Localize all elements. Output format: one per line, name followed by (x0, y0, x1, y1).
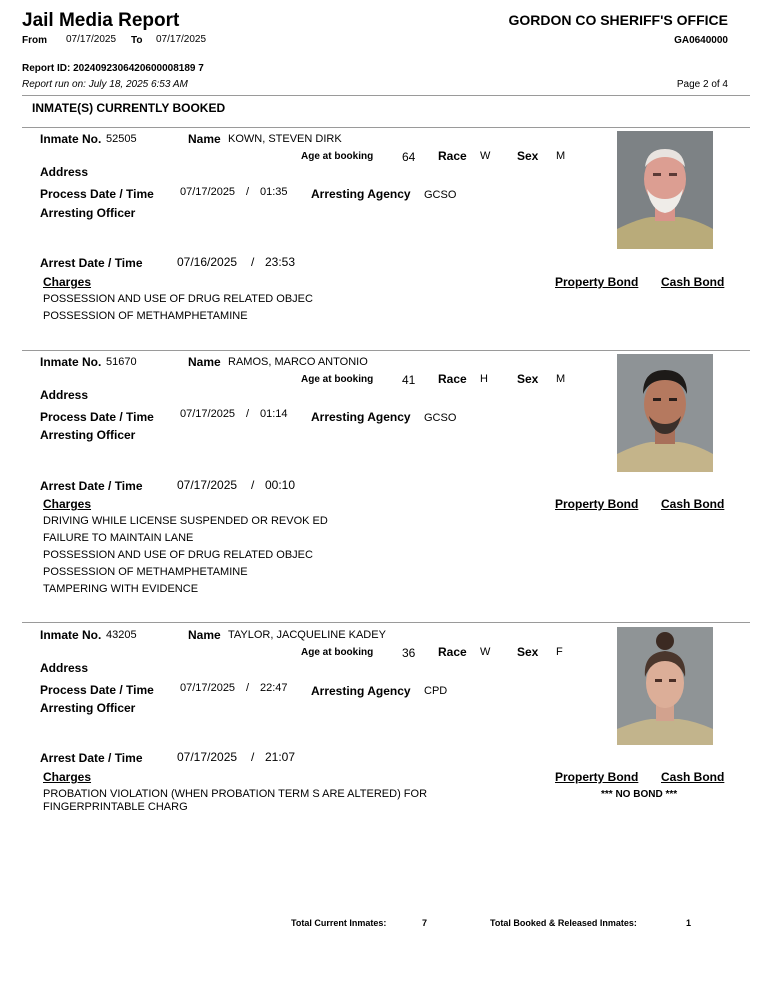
charge-item: POSSESSION OF METHAMPHETAMINE (43, 310, 248, 322)
age-label: Age at booking (301, 374, 374, 385)
section-title: INMATE(S) CURRENTLY BOOKED (32, 101, 226, 115)
sex-value: M (556, 373, 566, 385)
property-bond-label: Property Bond (555, 275, 639, 289)
record-divider (22, 350, 750, 351)
address-label: Address (40, 165, 89, 179)
process-time: 01:14 (260, 408, 288, 420)
age-value: 36 (402, 646, 416, 660)
inmate-name: TAYLOR, JACQUELINE KADEY (228, 629, 386, 641)
header-divider (22, 95, 750, 96)
arrest-date: 07/17/2025 (177, 478, 238, 492)
inmate-name: RAMOS, MARCO ANTONIO (228, 356, 368, 368)
process-date: 07/17/2025 (180, 408, 236, 420)
from-label: From (22, 35, 47, 46)
process-label: Process Date / Time (40, 187, 154, 201)
total-booked-label: Total Booked & Released Inmates: (490, 918, 637, 928)
charge-item: POSSESSION AND USE OF DRUG RELATED OBJEC (43, 293, 313, 305)
slash: / (246, 408, 250, 420)
name-label: Name (188, 628, 221, 642)
slash: / (251, 478, 255, 492)
sex-label: Sex (517, 149, 539, 163)
report-id: Report ID: 2024092306420600008189 7 (22, 63, 204, 74)
no-bond-note: *** NO BOND *** (601, 789, 678, 800)
arresting-agency-label: Arresting Agency (311, 187, 411, 201)
arrest-date: 07/16/2025 (177, 255, 238, 269)
race-value: W (480, 646, 491, 658)
report-title: Jail Media Report (22, 10, 180, 31)
slash: / (251, 255, 255, 269)
process-date: 07/17/2025 (180, 682, 236, 694)
inmate-name: KOWN, STEVEN DIRK (228, 133, 342, 145)
to-label: To (131, 35, 143, 46)
arresting-agency-value: CPD (424, 685, 448, 697)
race-label: Race (438, 372, 467, 386)
sex-value: M (556, 150, 566, 162)
section-divider (22, 127, 750, 128)
charge-item: POSSESSION AND USE OF DRUG RELATED OBJEC (43, 549, 313, 561)
inmate-number: 51670 (106, 356, 137, 368)
total-booked-value: 1 (686, 918, 692, 928)
arrest-time: 21:07 (265, 750, 296, 764)
arrest-label: Arrest Date / Time (40, 256, 143, 270)
process-label: Process Date / Time (40, 410, 154, 424)
to-date: 07/17/2025 (156, 34, 207, 45)
race-value: H (480, 373, 488, 385)
arresting-agency-label: Arresting Agency (311, 684, 411, 698)
inmate-no-label: Inmate No. (40, 132, 102, 146)
address-label: Address (40, 388, 89, 402)
race-label: Race (438, 149, 467, 163)
race-label: Race (438, 645, 467, 659)
age-value: 41 (402, 373, 416, 387)
race-value: W (480, 150, 491, 162)
cash-bond-label: Cash Bond (661, 275, 725, 289)
charges-label: Charges (43, 275, 92, 289)
sex-label: Sex (517, 372, 539, 386)
agency-code: GA0640000 (674, 35, 728, 46)
slash: / (246, 682, 250, 694)
process-time: 22:47 (260, 682, 288, 694)
arrest-time: 00:10 (265, 478, 296, 492)
agency-name: GORDON CO SHERIFF'S OFFICE (508, 12, 728, 28)
age-label: Age at booking (301, 151, 374, 162)
charge-item: TAMPERING WITH EVIDENCE (43, 583, 199, 595)
arresting-agency-value: GCSO (424, 189, 457, 201)
charge-item: POSSESSION OF METHAMPHETAMINE (43, 566, 248, 578)
inmate-no-label: Inmate No. (40, 628, 102, 642)
arrest-label: Arrest Date / Time (40, 751, 143, 765)
arrest-label: Arrest Date / Time (40, 479, 143, 493)
slash: / (246, 186, 250, 198)
property-bond-label: Property Bond (555, 497, 639, 511)
arrest-time: 23:53 (265, 255, 296, 269)
arresting-agency-value: GCSO (424, 412, 457, 424)
charge-item: PROBATION VIOLATION (WHEN PROBATION TERM S ARE ALTERED) FOR (43, 788, 428, 800)
process-time: 01:35 (260, 186, 288, 198)
cash-bond-label: Cash Bond (661, 497, 725, 511)
total-current-label: Total Current Inmates: (291, 918, 387, 928)
property-bond-label: Property Bond (555, 770, 639, 784)
age-label: Age at booking (301, 647, 374, 658)
inmate-number: 52505 (106, 133, 137, 145)
charges-label: Charges (43, 770, 92, 784)
age-value: 64 (402, 150, 416, 164)
name-label: Name (188, 132, 221, 146)
arresting-officer-label: Arresting Officer (40, 701, 136, 715)
slash: / (251, 750, 255, 764)
name-label: Name (188, 355, 221, 369)
arrest-date: 07/17/2025 (177, 750, 238, 764)
cash-bond-label: Cash Bond (661, 770, 725, 784)
page-number: Page 2 of 4 (676, 79, 728, 90)
report-run: Report run on: July 18, 2025 6:53 AM (22, 79, 188, 90)
sex-value: F (556, 646, 563, 658)
arresting-officer-label: Arresting Officer (40, 206, 136, 220)
record-divider (22, 622, 750, 623)
charges-label: Charges (43, 497, 92, 511)
mugshot-photo (617, 131, 713, 249)
total-current-value: 7 (422, 918, 428, 928)
mugshot-photo (617, 627, 713, 745)
inmate-no-label: Inmate No. (40, 355, 102, 369)
sex-label: Sex (517, 645, 539, 659)
process-date: 07/17/2025 (180, 186, 236, 198)
charge-item: DRIVING WHILE LICENSE SUSPENDED OR REVOK ED (43, 515, 328, 527)
mugshot-photo (617, 354, 713, 472)
inmate-number: 43205 (106, 629, 137, 641)
charge-item: FINGERPRINTABLE CHARG (43, 801, 188, 813)
process-label: Process Date / Time (40, 683, 154, 697)
arresting-agency-label: Arresting Agency (311, 410, 411, 424)
arresting-officer-label: Arresting Officer (40, 428, 136, 442)
address-label: Address (40, 661, 89, 675)
from-date: 07/17/2025 (66, 34, 117, 45)
charge-item: FAILURE TO MAINTAIN LANE (43, 532, 194, 544)
